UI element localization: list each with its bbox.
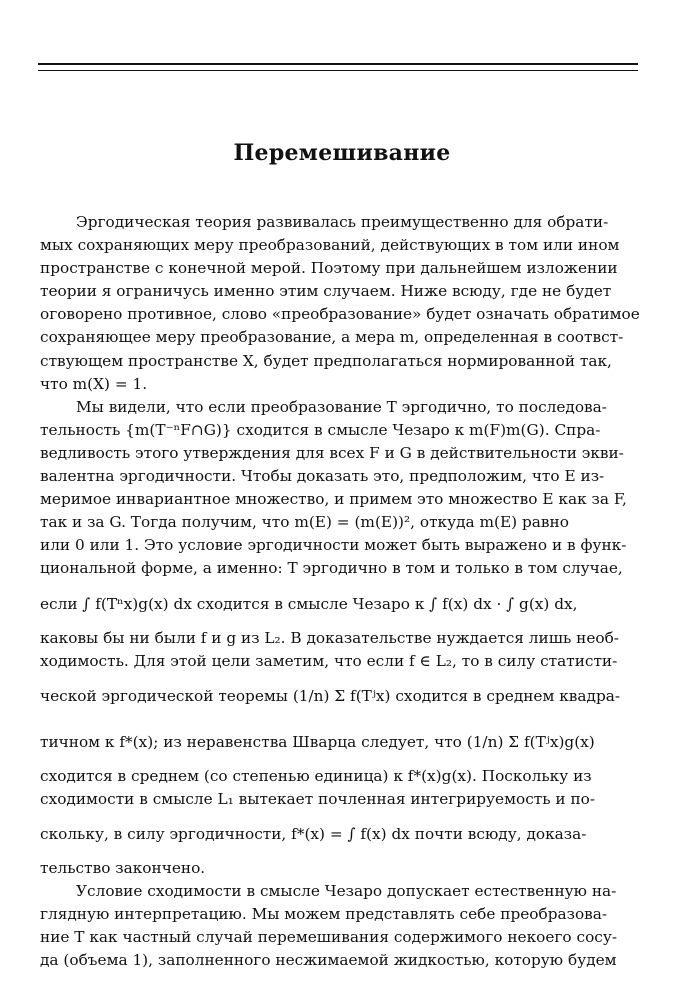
text-line: скольку, в силу эргодичности, f*(x) = ∫ f(x) dx почти всюду, доказа- <box>40 824 587 843</box>
text-line: каковы бы ни были f и g из L₂. В доказательстве нуждается лишь необ- <box>40 628 619 647</box>
text-line: ние T как частный случай перемешивания содержимого некоего сосу- <box>40 928 618 947</box>
text-line: тельность {m(T⁻ⁿF∩G)} сходится в смысле Чезаро к m(F)m(G). Спра- <box>40 420 601 439</box>
body-text <box>40 211 640 972</box>
text-line: валентна эргодичности. Чтобы доказать это, предположим, что E из- <box>40 467 605 486</box>
text-line: Эргодическая теория развивалась преимущественно для обрати- <box>76 213 609 231</box>
text-line: меримое инвариантное множество, и примем это множество E как за F, <box>40 490 627 509</box>
text-line: ствующем пространстве X, будет предполагаться нормированной так, <box>40 351 612 370</box>
text-line: ческой эргодической теоремы (1/n) Σ f(Tʲx) сходится в среднем квадра- <box>40 686 621 705</box>
text-line: если ∫ f(Tⁿx)g(x) dx сходится в смысле Чезаро к ∫ f(x) dx · ∫ g(x) dx, <box>40 594 578 613</box>
text-line: так и за G. Тогда получим, что m(E) = (m(E))², откуда m(E) равно <box>40 513 569 532</box>
text-line: тельство закончено. <box>40 858 206 877</box>
text-line: мых сохраняющих меру преобразований, действующих в том или ином <box>40 236 620 255</box>
text-line: ведливость этого утверждения для всех F и G в действительности экви- <box>40 443 624 462</box>
chapter-title: Перемешивание <box>233 140 451 166</box>
text-line: ходимость. Для этой цели заметим, что если f ∈ L₂, то в силу статисти- <box>40 651 618 670</box>
text-line: да (объема 1), заполненного несжимаемой жидкостью, которую будем <box>40 951 617 970</box>
text-line: или 0 или 1. Это условие эргодичности может быть выражено и в функ- <box>40 536 627 555</box>
text-line: тичном к f*(x); из неравенства Шварца следует, что (1/n) Σ f(Tʲx)g(x) <box>40 732 595 751</box>
text-line: Мы видели, что если преобразование T эргодично, то последова- <box>76 397 607 416</box>
text-line: оговорено противное, слово «преобразование» будет означать обратимое <box>40 305 640 324</box>
text-line: сходимости в смысле L₁ вытекает почленная интегрируемость и по- <box>40 789 596 808</box>
text-line: циональной форме, а именно: T эргодично в том и только в том случае, <box>40 559 623 578</box>
text-line: Условие сходимости в смысле Чезаро допускает естественную на- <box>76 881 617 900</box>
header-rule-thin <box>38 70 638 71</box>
text-line: глядную интерпретацию. Мы можем представлять себе преобразова- <box>40 905 608 924</box>
text-line: сходится в среднем (со степенью единица) к f*(x)g(x). Поскольку из <box>40 766 592 785</box>
text-line: сохраняющее меру преобразование, а мера m, определенная в соотвст- <box>40 328 624 347</box>
header-rule-thick <box>38 63 638 65</box>
text-line: пространстве с конечной мерой. Поэтому при дальнейшем изложении <box>40 259 618 278</box>
text-line: что m(X) = 1. <box>40 374 148 393</box>
text-line: теории я ограничусь именно этим случаем. Ниже всюду, где не будет <box>40 282 612 301</box>
